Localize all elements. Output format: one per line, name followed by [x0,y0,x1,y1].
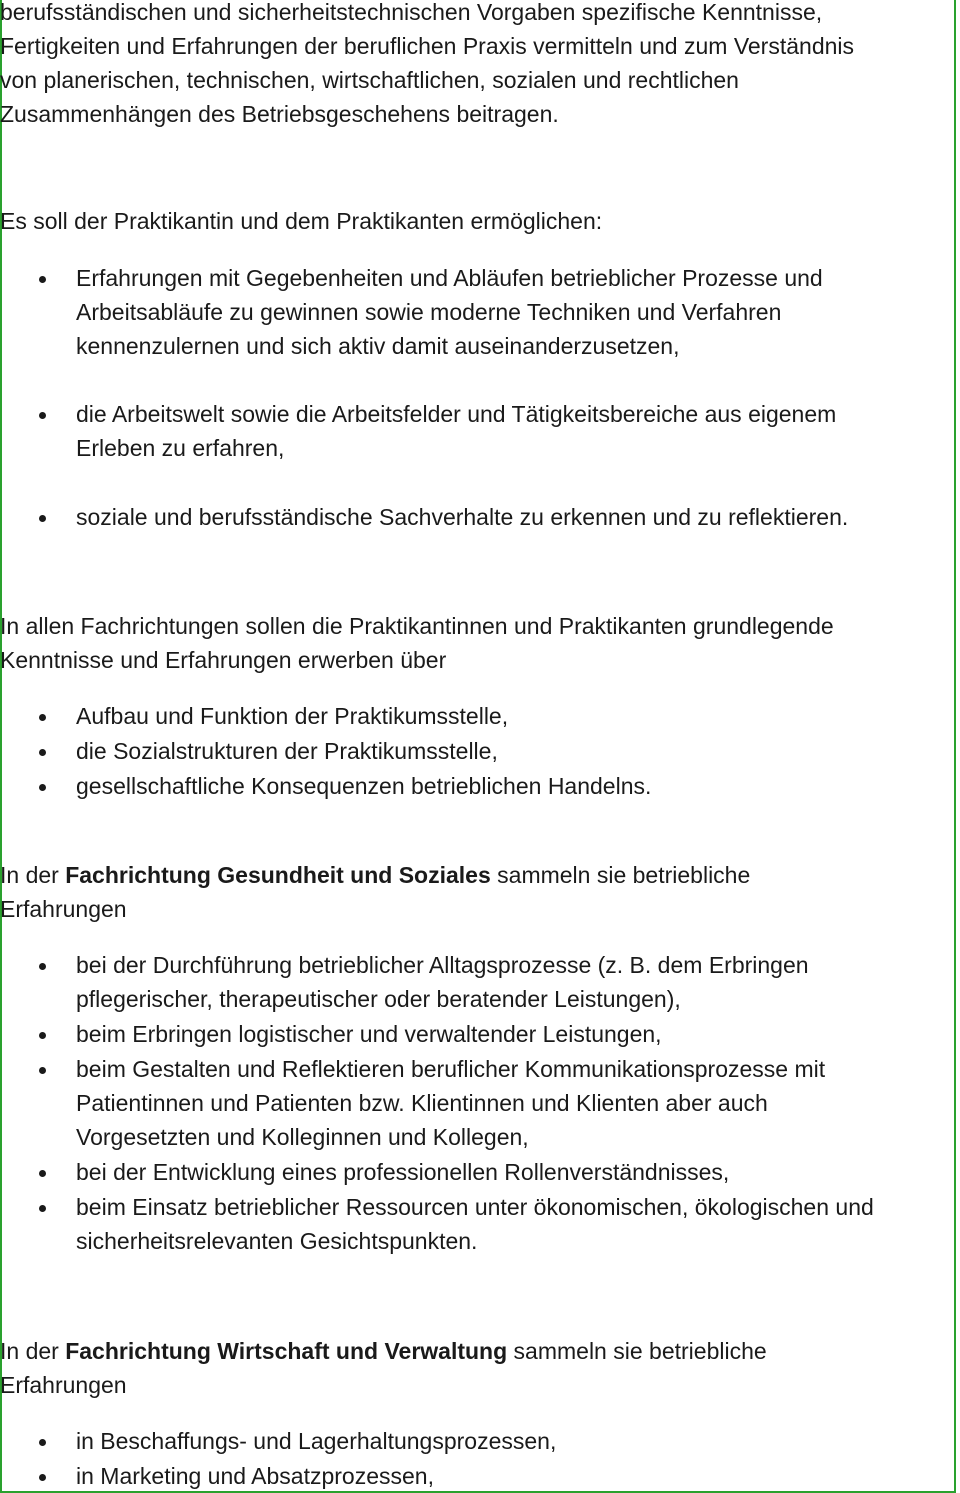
list-item-line: in Beschaffungs- und Lagerhaltungsprozessen, [76,1428,557,1454]
list-item-line: beim Gestalten und Reflektieren beruflicher Kommunikationsprozesse mit [76,1056,826,1082]
all-lead-line: Kenntnisse und Erfahrungen erwerben über [0,647,447,673]
list-item-line: Aufbau und Funktion der Praktikumsstelle, [76,703,509,729]
all-lead-line: In allen Fachrichtungen sollen die Praktikantinnen und Praktikanten grundlegende [0,613,834,639]
business-lead-prefix: In der [0,1338,66,1364]
list-item [0,699,651,733]
list-item-line: die Arbeitswelt sowie die Arbeitsfelder und Tätigkeitsbereiche aus eigenem [76,401,837,427]
health-lead [0,858,750,926]
list-item [0,397,836,465]
list-item [0,1017,874,1051]
list-item [0,1190,874,1258]
list-item-line: Patientinnen und Patienten bzw. Klientinnen und Klienten aber auch [76,1090,768,1116]
list-item [0,769,651,803]
bullet-icon [39,1067,46,1074]
bullet-icon [39,412,46,419]
list-item [0,261,823,363]
list-item [0,948,874,1016]
intro-line: berufsständischen und sicherheitstechnischen Vorgaben spezifische Kenntnisse, [0,0,823,25]
all-lead [0,609,834,677]
health-lead-bold: Fachrichtung Gesundheit und Soziales [65,862,491,888]
list-item [0,1052,874,1154]
list-item-line: Erfahrungen mit Gegebenheiten und Abläufen betrieblicher Prozesse und [76,265,823,291]
intro-line: Fertigkeiten und Erfahrungen der beruflichen Praxis vermitteln und zum Verständnis [0,33,855,59]
bullet-icon [39,1474,46,1481]
health-lead-line2: Erfahrungen [0,896,127,922]
list-item-line: beim Erbringen logistischer und verwaltender Leistungen, [76,1021,662,1047]
intro-line: von planerischen, technischen, wirtschaftlichen, sozialen und rechtlichen [0,67,739,93]
bullet-icon [39,515,46,522]
bullet-icon [39,1032,46,1039]
bullet-icon [39,784,46,791]
business-list [0,1424,556,1493]
bullet-icon [39,276,46,283]
list-item [0,1424,556,1458]
health-lead-suffix: sammeln sie betriebliche [490,862,751,888]
list-item-line: sicherheitsrelevanten Gesichtspunkten. [76,1228,478,1254]
enable-lead-text: Es soll der Praktikantin und dem Praktikanten ermöglichen: [0,208,603,234]
bullet-icon [39,749,46,756]
list-item-line: gesellschaftliche Konsequenzen betrieblichen Handelns. [76,773,652,799]
health-lead-line [0,858,750,892]
list-item-line: kennenzulernen und sich aktiv damit auseinanderzusetzen, [76,333,680,359]
intro-line: Zusammenhängen des Betriebsgeschehens beitragen. [0,101,559,127]
list-item [0,1459,556,1493]
list-item-line: beim Einsatz betrieblicher Ressourcen unter ökonomischen, ökologischen und [76,1194,874,1220]
enable-lead [0,204,602,238]
business-lead-bold: Fachrichtung Wirtschaft und Verwaltung [65,1338,508,1364]
bullet-icon [39,1439,46,1446]
business-lead-suffix: sammeln sie betriebliche [507,1338,767,1364]
list-item [0,500,848,534]
list-item-line: Arbeitsabläufe zu gewinnen sowie moderne Techniken und Verfahren [76,299,782,325]
enable-list [0,397,836,465]
list-item-line: bei der Durchführung betrieblicher Alltagsprozesse (z. B. dem Erbringen [76,952,809,978]
bullet-icon [39,1205,46,1212]
list-item-line: die Sozialstrukturen der Praktikumsstelle, [76,738,498,764]
bullet-icon [39,963,46,970]
business-lead-line2: Erfahrungen [0,1372,127,1398]
business-lead [0,1334,767,1402]
list-item-line: pflegerischer, therapeutischer oder beratender Leistungen), [76,986,681,1012]
all-list [0,699,651,803]
bullet-icon [39,1170,46,1177]
list-item [0,734,651,768]
list-item-line: bei der Entwicklung eines professionellen Rollenverständnisses, [76,1159,730,1185]
bullet-icon [39,714,46,721]
health-list [0,948,874,1258]
list-item-line: soziale und berufsständische Sachverhalte zu erkennen und zu reflektieren. [76,504,849,530]
business-lead-line [0,1334,767,1368]
health-lead-prefix: In der [0,862,66,888]
intro-paragraph [0,0,854,131]
list-item-line: in Marketing und Absatzprozessen, [76,1463,434,1489]
list-item-line: Erleben zu erfahren, [76,435,285,461]
enable-list [0,261,823,363]
list-item-line: Vorgesetzten und Kolleginnen und Kollegen, [76,1124,529,1150]
list-item [0,1155,874,1189]
enable-list [0,500,848,534]
